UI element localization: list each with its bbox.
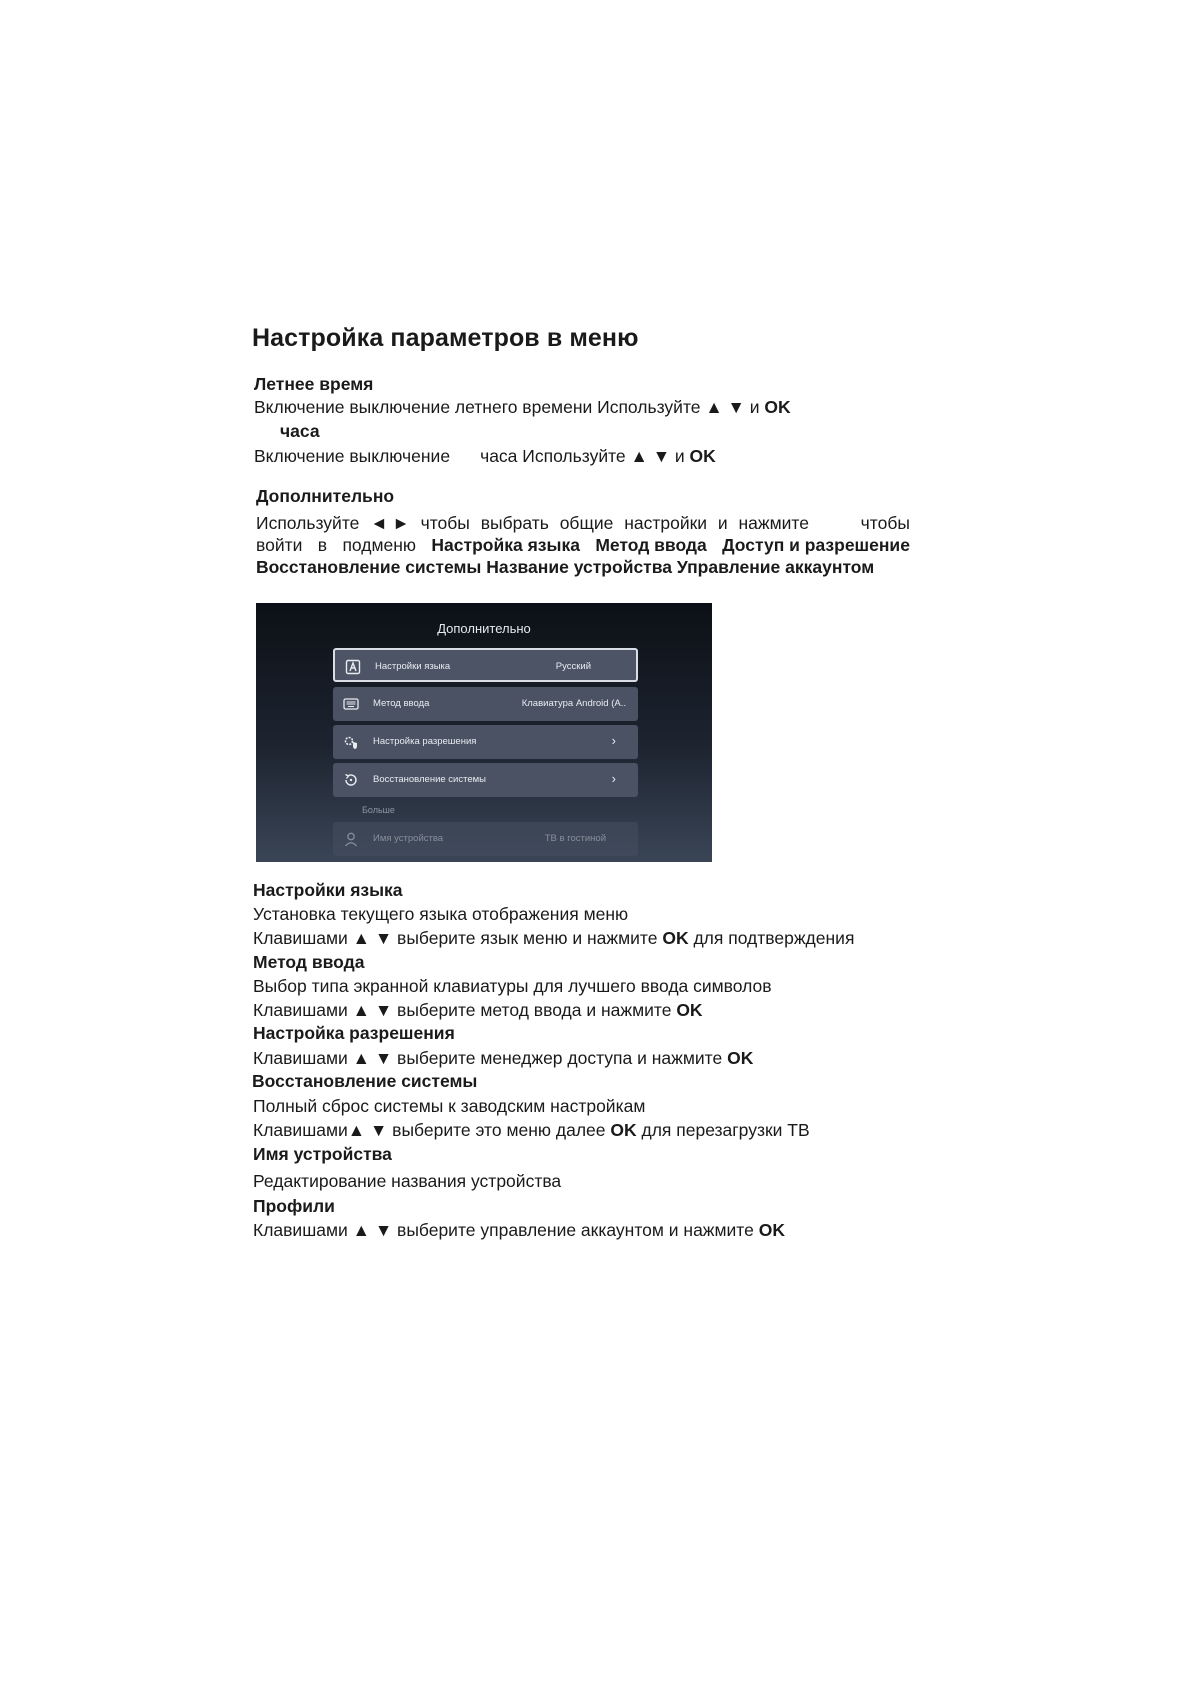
section-restore-heading: Восстановление системы [252,1071,478,1091]
section-restore-line-1: Полный сброс системы к заводским настройкам [253,1096,646,1116]
hours-heading: часа [280,421,320,441]
section-language-heading: Настройки языка [253,880,403,900]
tv-row-language[interactable]: Настройки языка Русский [333,648,638,682]
section-permissions-heading: Настройка разрешения [253,1023,455,1043]
section-input-line-2: Клавишами ▲ ▼ выберите метод ввода и нажмите OK [253,1000,703,1020]
tv-row-input-method[interactable]: Метод ввода Клавиатура Android (A.. [333,687,638,721]
dst-heading: Летнее время [254,374,374,394]
tv-menu-screenshot [256,603,712,862]
hours-description: Включение выключение часа Используйте ▲ ▼ и OK [254,446,716,466]
tv-row-system-restore[interactable]: Восстановление системы › [333,763,638,797]
tv-more-label: Больше [362,805,395,815]
tv-row-permissions[interactable]: Настройка разрешения › [333,725,638,759]
tv-menu-title: Дополнительно [437,621,531,636]
section-language-line-1: Установка текущего языка отображения меню [253,904,629,924]
section-restore-line-2: Клавишами▲ ▼ выберите это меню далее OK для перезагрузки ТВ [253,1120,810,1140]
restore-icon [343,772,359,788]
section-input-heading: Метод ввода [253,952,365,972]
gear-shield-icon [343,734,359,750]
keyboard-icon [343,696,359,712]
advanced-line-3: Восстановление системы Название устройства Управление аккаунтом [256,557,875,577]
chevron-right-icon: › [611,771,616,786]
section-permissions-line-1: Клавишами ▲ ▼ выберите менеджер доступа и нажмите OK [253,1048,754,1068]
page-title: Настройка параметров в меню [252,324,639,352]
section-profiles-line-1: Клавишами ▲ ▼ выберите управление аккаунтом и нажмите OK [253,1220,785,1240]
section-input-line-1: Выбор типа экранной клавиатуры для лучшего ввода символов [253,976,772,996]
section-device-name-heading: Имя устройства [253,1144,392,1164]
section-device-name-line-1: Редактирование названия устройства [253,1171,562,1191]
tv-row-device-name[interactable]: Имя устройства ТВ в гостиной [333,822,638,856]
advanced-heading: Дополнительно [256,486,395,506]
advanced-line-2: войти в подменю Настройка языка Метод ввода Доступ и разрешение [256,535,910,555]
section-profiles-heading: Профили [253,1196,335,1216]
blank-key-gap [820,513,850,534]
user-icon [343,831,359,847]
advanced-line-1: Используйте ◄ ► чтобы выбрать общие настройки и нажмите чтобы [256,513,910,533]
language-icon [345,659,361,675]
chevron-right-icon: › [611,733,616,748]
section-language-line-2: Клавишами ▲ ▼ выберите язык меню и нажмите OK для подтверждения [253,928,855,948]
dst-description: Включение выключение летнего времени Используйте ▲ ▼ и OK [254,397,791,417]
